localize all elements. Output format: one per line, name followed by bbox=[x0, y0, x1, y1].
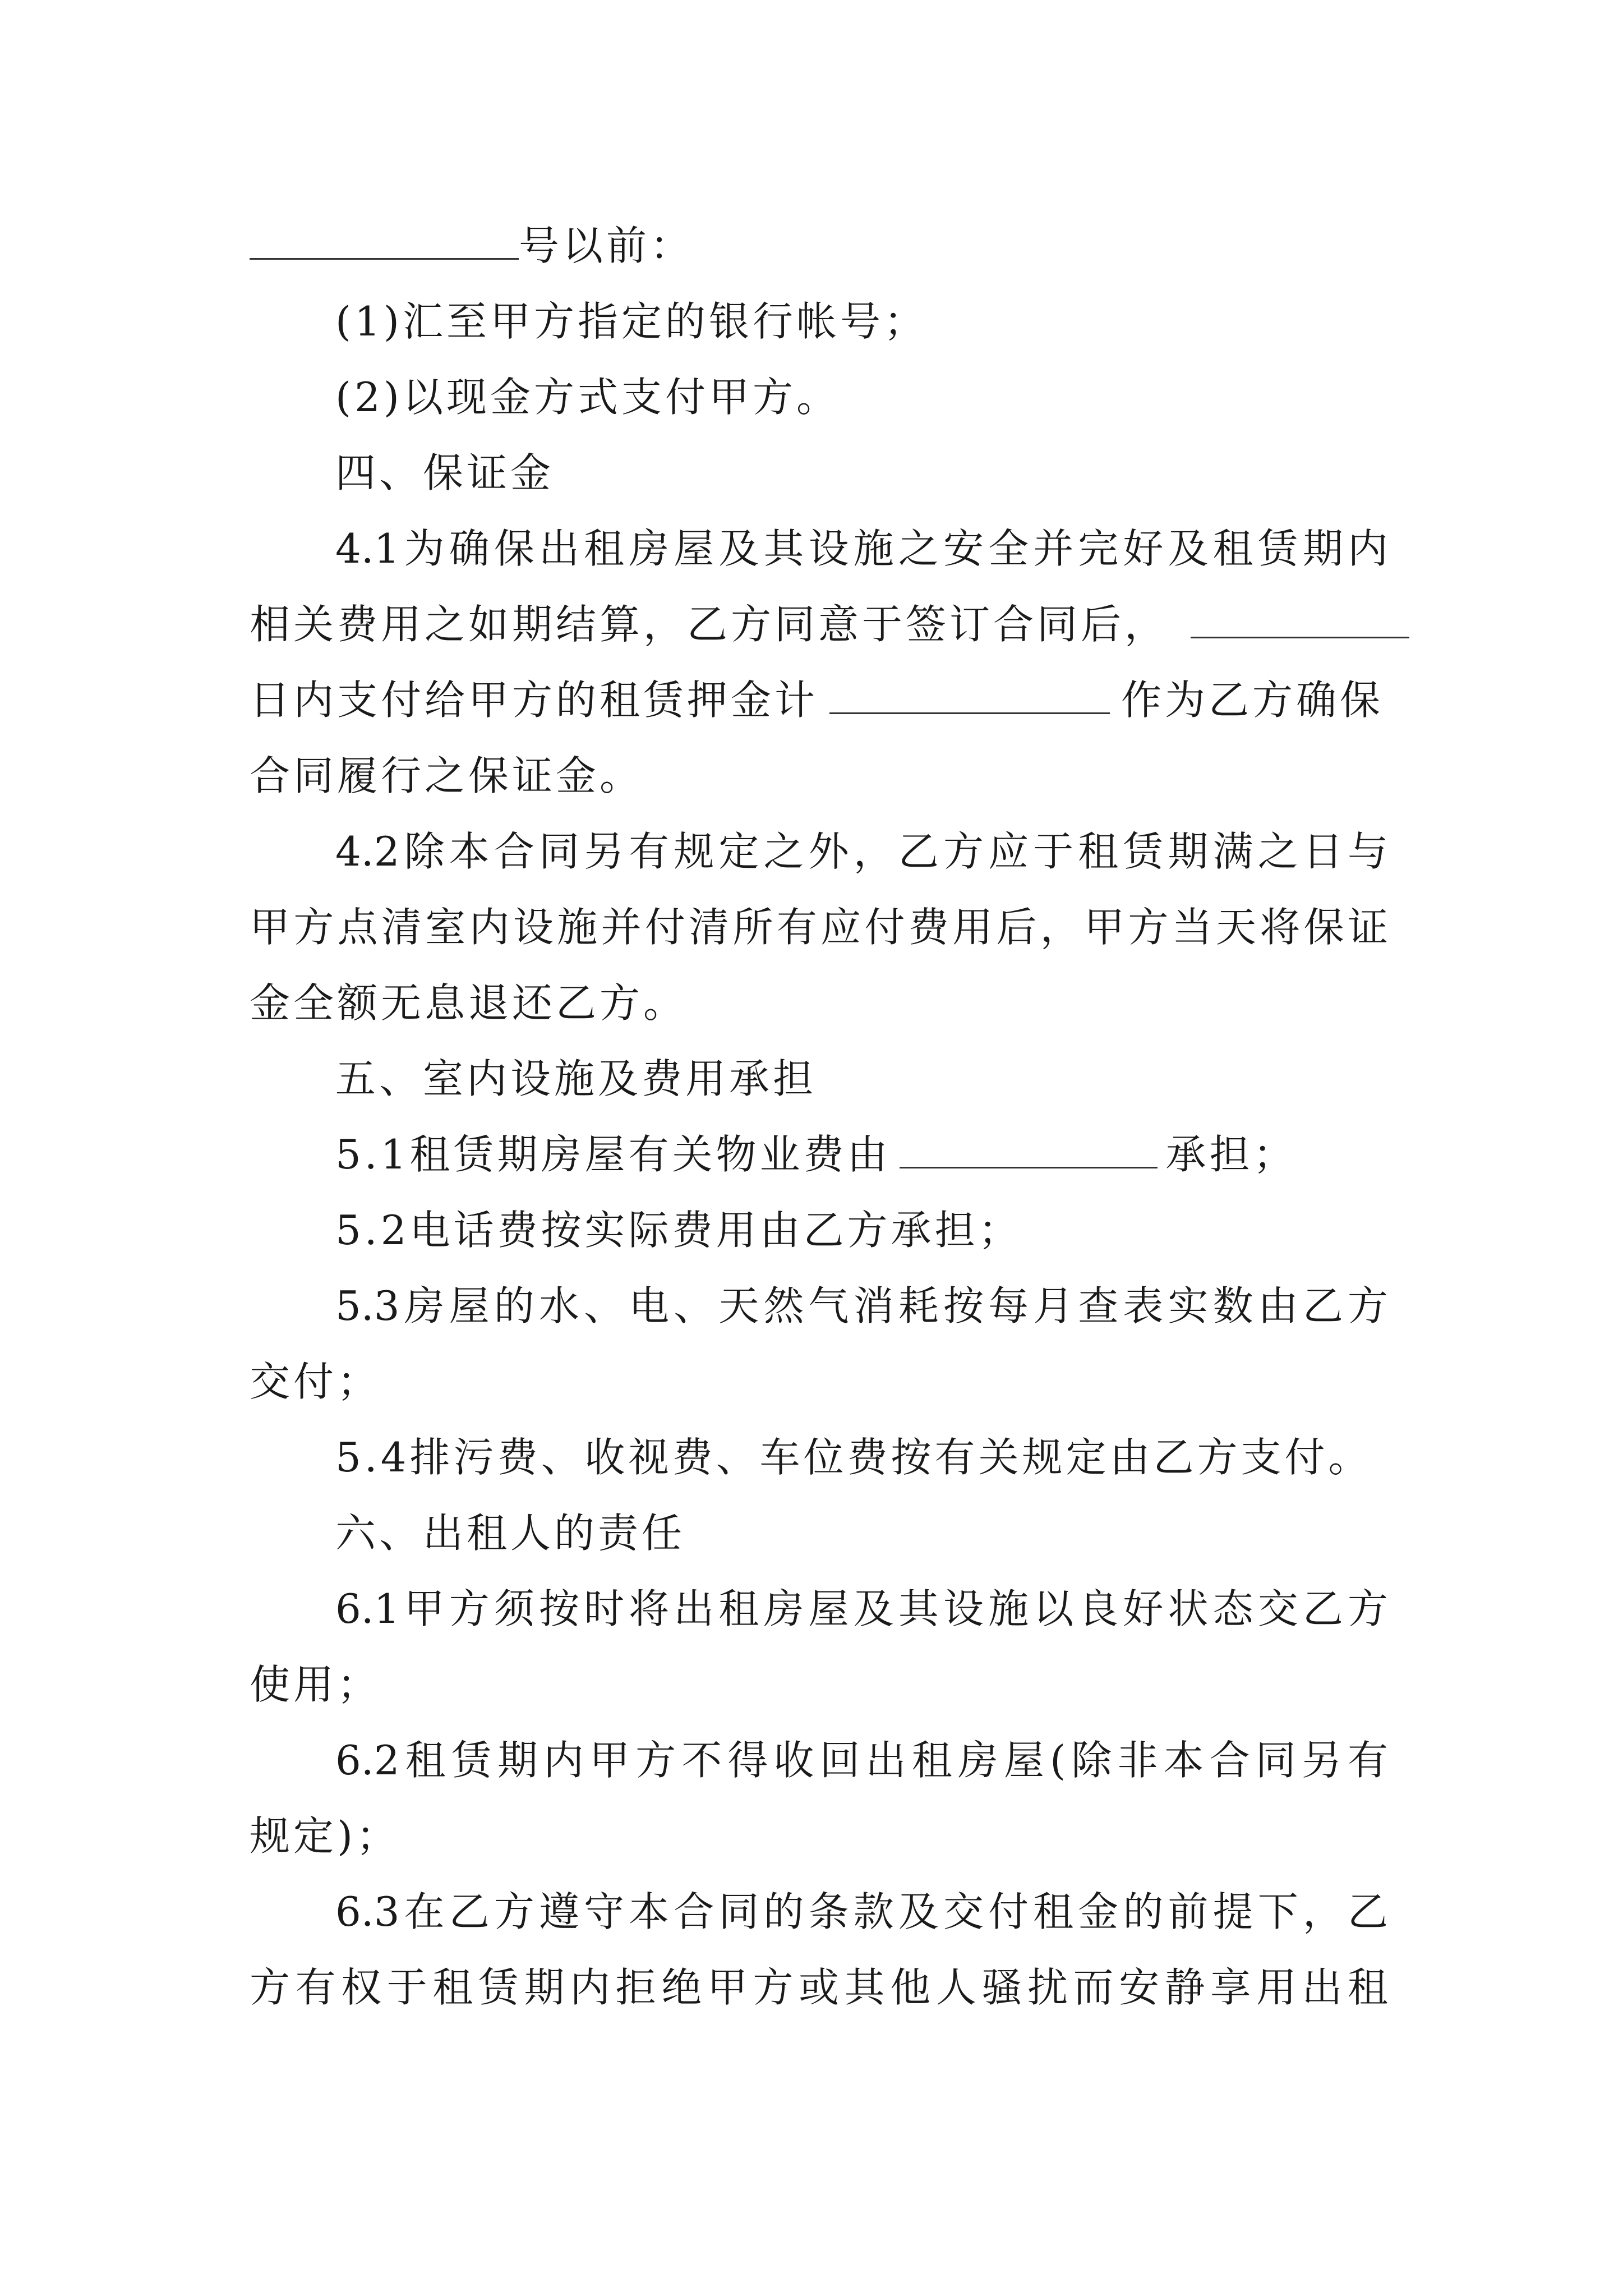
section-heading: 六、出租人的责任 bbox=[335, 1510, 686, 1557]
paragraph-line: 5.1租赁期房屋有关物业费由 承担； bbox=[335, 1131, 1297, 1178]
paragraph-line: 相关费用之如期结算，乙方同意于签订合同后， bbox=[250, 597, 1409, 651]
paragraph-line: 日内支付给甲方的租赁押金计 作为乙方确保 bbox=[250, 677, 1384, 724]
paragraph-line: 金全额无息退还乙方。 bbox=[250, 979, 688, 1027]
paragraph-line: 合同履行之保证金。 bbox=[250, 752, 644, 799]
section-heading: 五、室内设施及费用承担 bbox=[335, 1055, 817, 1102]
paragraph-line: 甲方点清室内设施并付清所有应付费用后，甲方当天将保证 bbox=[250, 904, 1388, 951]
paragraph-line: 5.4排污费、收视费、车位费按有关规定由乙方支付。 bbox=[335, 1434, 1372, 1481]
fill-in-blank[interactable] bbox=[250, 224, 519, 260]
paragraph-line: 交付； bbox=[250, 1358, 381, 1405]
paragraph-line: 规定)； bbox=[250, 1812, 400, 1860]
paragraph-line: (2)以现金方式支付甲方。 bbox=[335, 374, 840, 421]
paragraph-line: 6.3在乙方遵守本合同的条款及交付租金的前提下，乙 bbox=[335, 1888, 1388, 1935]
paragraph-line: 方有权于租赁期内拒绝甲方或其他人骚扰而安静享用出租 bbox=[250, 1964, 1388, 2011]
paragraph-line: 4.1为确保出租房屋及其设施之安全并完好及租赁期内 bbox=[335, 525, 1388, 572]
paragraph-line: 5.2电话费按实际费用由乙方承担； bbox=[335, 1207, 1022, 1254]
paragraph-line: (1)汇至甲方指定的银行帐号； bbox=[335, 298, 928, 345]
paragraph-line: 使用； bbox=[250, 1661, 381, 1708]
paragraph-line: 6.1甲方须按时将出租房屋及其设施以良好状态交乙方 bbox=[335, 1585, 1388, 1632]
paragraph-line: 号以前： bbox=[250, 219, 694, 273]
paragraph-line: 4.2除本合同另有规定之外，乙方应于租赁期满之日与 bbox=[335, 828, 1388, 875]
fill-in-blank[interactable] bbox=[829, 679, 1110, 714]
fill-in-blank[interactable] bbox=[1191, 603, 1409, 638]
fill-in-blank[interactable] bbox=[900, 1133, 1158, 1168]
paragraph-line: 5.3房屋的水、电、天然气消耗按每月查表实数由乙方 bbox=[335, 1282, 1388, 1329]
section-heading: 四、保证金 bbox=[335, 449, 555, 496]
paragraph-line: 6.2租赁期内甲方不得收回出租房屋(除非本合同另有 bbox=[335, 1737, 1388, 1784]
